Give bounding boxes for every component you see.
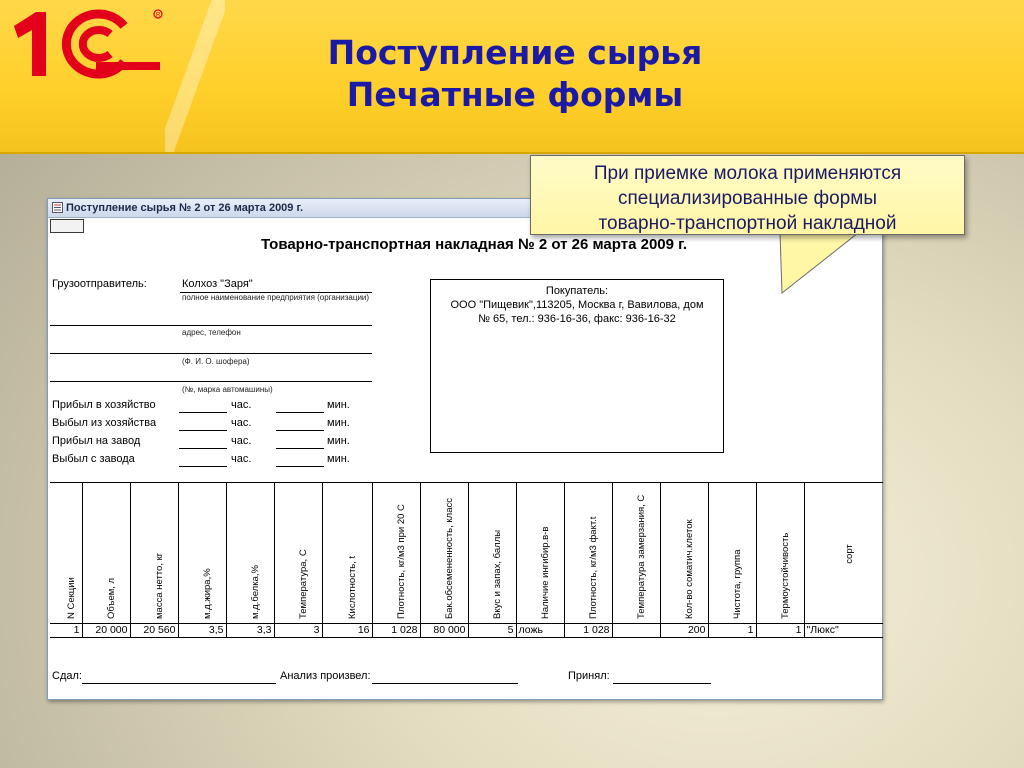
table-cell: 5 [468,624,516,638]
handed-label: Сдал: [52,670,82,682]
table-cell: 1 [756,624,804,638]
car-line [50,381,372,382]
arrival-label: Прибыл в хозяйство [52,399,156,411]
shipper-value: Колхоз "Заря" [182,278,253,290]
hour-label: час. [231,399,252,411]
min-blank [276,430,324,431]
column-header: Бак.обсемененность, класс [420,483,468,624]
hour-blank [179,412,227,413]
table-cell: "Люкс" [804,624,883,638]
table-cell [612,624,660,638]
column-header: м.д.жира,% [178,483,226,624]
min-label: мин. [327,399,350,411]
analysis-line [372,683,518,684]
column-header: Термоустойчивость [756,483,804,624]
column-header: Вкус и запах, баллы [468,483,516,624]
handed-line [82,683,276,684]
table-cell: 16 [322,624,372,638]
hour-blank [179,430,227,431]
column-header: Плотность, кг/м3 при 20 С [372,483,420,624]
title-line-1: Поступление сырья [327,33,703,72]
column-header: Наличие ингибир.в-в [516,483,564,624]
accepted-label: Принял: [568,670,610,682]
title-line-2: Печатные формы [346,75,684,114]
hint-driver: (Ф. И. О. шофера) [182,357,250,366]
column-header: Кол-во соматич.клеток [660,483,708,624]
table-cell: 1 [708,624,756,638]
column-header: Объем, л [82,483,130,624]
slide-title [220,32,810,116]
toolbar-button[interactable] [50,219,84,233]
table-row [50,624,883,638]
hour-blank [179,466,227,467]
column-header: масса нетто, кг [130,483,178,624]
table-cell: 1 028 [564,624,612,638]
hour-label: час. [231,453,252,465]
column-header: N Секции [50,483,82,624]
hour-label: час. [231,417,252,429]
table-cell: ложь [516,624,564,638]
print-form-window [47,198,883,700]
accepted-line [613,683,711,684]
table-cell: 3 [274,624,322,638]
milk-acceptance-table [50,482,883,638]
header-decoration [165,0,225,152]
min-blank [276,466,324,467]
arrival-label: Прибыл на завод [52,435,141,447]
column-header: Чистота, группа [708,483,756,624]
driver-line [50,353,372,354]
min-blank [276,448,324,449]
document-icon [52,202,63,213]
analysis-label: Анализ произвел: [280,670,371,682]
hint-full-name: полное наименование предприятия (организации) [182,293,370,302]
window-title: Поступление сырья № 2 от 26 марта 2009 г. [66,202,304,214]
min-label: мин. [327,435,350,447]
callout-line-3: товарно-транспортной накладной [598,213,897,234]
address-line [50,325,372,326]
column-header: Температура, С [274,483,322,624]
table-cell: 3,5 [178,624,226,638]
buyer-box [430,279,724,453]
buyer-line-2: № 65, тел.: 936-16-36, факс: 936-16-32 [478,313,676,325]
callout-note [530,155,965,235]
hour-label: час. [231,435,252,447]
column-header: Температура замерзания, С [612,483,660,624]
table-cell: 20 000 [82,624,130,638]
1c-logo-icon [6,4,166,82]
column-header: Плотность, кг/м3 факт.t [564,483,612,624]
column-header: м.д.белка,% [226,483,274,624]
slide-header [0,0,1024,154]
column-header: Кислотность, t [322,483,372,624]
table-cell: 3,3 [226,624,274,638]
hint-car: (№, марка автомашины) [182,385,273,394]
table-cell: 1 028 [372,624,420,638]
buyer-line-1: ООО "Пищевик",113205, Москва г, Вавилова, дом [450,299,704,311]
arrival-label: Выбыл с завода [52,453,135,465]
table-cell: 1 [50,624,82,638]
hour-blank [179,448,227,449]
min-blank [276,412,324,413]
table-cell: 80 000 [420,624,468,638]
hint-address: адрес, телефон [182,328,241,337]
callout-pointer [778,233,868,295]
callout-line-1: При приемке молока применяются [593,163,902,184]
arrival-label: Выбыл из хозяйства [52,417,157,429]
table-cell: 200 [660,624,708,638]
min-label: мин. [327,453,350,465]
column-header: сорт [804,483,883,624]
buyer-label: Покупатель: [545,285,609,297]
callout-line-2: специализированные формы [618,188,877,209]
table-header-row [50,483,883,624]
svg-text:R: R [156,12,161,19]
table-cell: 20 560 [130,624,178,638]
shipper-label: Грузоотправитель: [52,278,147,290]
document-title: Товарно-транспортная накладная № 2 от 26 марта 2009 г. [260,236,688,253]
min-label: мин. [327,417,350,429]
